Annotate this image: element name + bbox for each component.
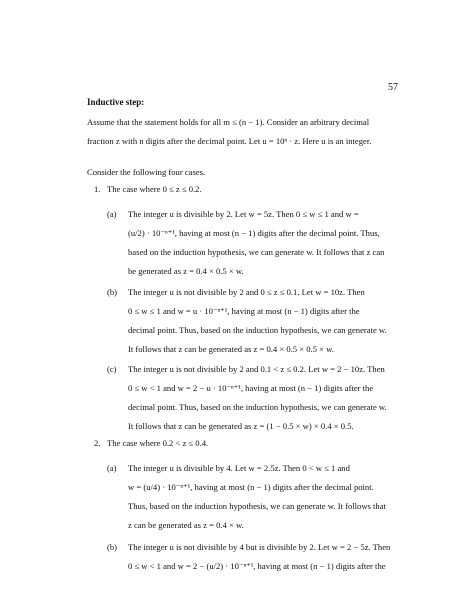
subcase-line: w = (u/4) · 10⁻ⁿ⁺¹, having at most (n − 1) digits after the decimal point.	[128, 482, 374, 492]
subcase-line: decimal point. Thus, based on the induction hypothesis, we can generate w.	[128, 402, 387, 412]
intro-line: fraction z with n digits after the decimal point. Let u = 10ⁿ · z. Here u is an integer.	[87, 136, 372, 146]
subcase-line: (u/2) · 10⁻ⁿ⁺¹, having at most (n − 1) digits after the decimal point. Thus,	[128, 228, 380, 238]
case-title: The case where 0.2 < z ≤ 0.4.	[107, 438, 209, 448]
subcase-paragraph	[128, 283, 396, 359]
subcase-line: 0 ≤ w < 1 and w = 2 − (u/2) · 10⁻ⁿ⁺¹, having at most (n − 1) digits after the	[128, 561, 386, 571]
subcase-line: 0 ≤ w ≤ 1 and w = u · 10⁻ⁿ⁺¹, having at most (n − 1) digits after the	[128, 306, 360, 316]
intro-line: Assume that the statement holds for all m ≤ (n − 1). Consider an arbitrary decimal	[87, 117, 370, 127]
subcase-line: The integer u is divisible by 4. Let w = 2.5z. Then 0 < w ≤ 1 and	[128, 463, 350, 473]
subcase-line: 0 ≤ w < 1 and w = 2 − u · 10⁻ⁿ⁺¹, having at most (n − 1) digits after the	[128, 383, 374, 393]
subcase-label: (c)	[107, 364, 117, 374]
subcase-paragraph	[128, 538, 396, 576]
section-heading: Inductive step:	[87, 97, 145, 107]
subcase-line: decimal point. Thus, based on the induction hypothesis, we can generate w.	[128, 325, 387, 335]
subcase-line: based on the induction hypothesis, we can generate w. It follows that z can	[128, 247, 385, 257]
page-number: 57	[388, 82, 398, 93]
subcase-label: (a)	[107, 209, 117, 219]
subcase-line: It follows that z can be generated as z = (1 − 0.5 × w) × 0.4 × 0.5.	[128, 421, 354, 431]
subcase-line: be generated as z = 0.4 × 0.5 × w.	[128, 266, 244, 276]
subcase-line: It follows that z can be generated as z = 0.4 × 0.5 × 0.5 × w.	[128, 344, 334, 354]
case-label: 2.	[94, 438, 101, 448]
subcase-line: z can be generated as z = 0.4 × w.	[128, 520, 244, 530]
subcase-label: (b)	[107, 287, 118, 297]
subcase-paragraph	[128, 459, 396, 535]
case-label: 1.	[94, 184, 101, 194]
subcase-line: The integer u is not divisible by 2 and 0.1 < z ≤ 0.2. Let w = 2 − 10z. Then	[128, 364, 385, 374]
subcase-line: The integer u is not divisible by 2 and 0 ≤ z ≤ 0.1. Let w = 10z. Then	[128, 287, 365, 297]
subcase-label: (a)	[107, 463, 117, 473]
subcase-label: (b)	[107, 542, 118, 552]
case-title: The case where 0 ≤ z ≤ 0.2.	[107, 184, 202, 194]
subcase-line: Thus, based on the induction hypothesis, we can generate w. It follows that	[128, 501, 386, 511]
subcase-paragraph	[128, 205, 396, 281]
intro-paragraph	[87, 113, 394, 151]
subcase-line: The integer u is not divisible by 4 but is divisible by 2. Let w = 2 − 5z. Then	[128, 542, 391, 552]
subcase-paragraph	[128, 360, 396, 436]
cases-intro: Consider the following four cases.	[87, 167, 206, 177]
subcase-line: The integer u is divisible by 2. Let w = 5z. Then 0 ≤ w ≤ 1 and w =	[128, 209, 359, 219]
